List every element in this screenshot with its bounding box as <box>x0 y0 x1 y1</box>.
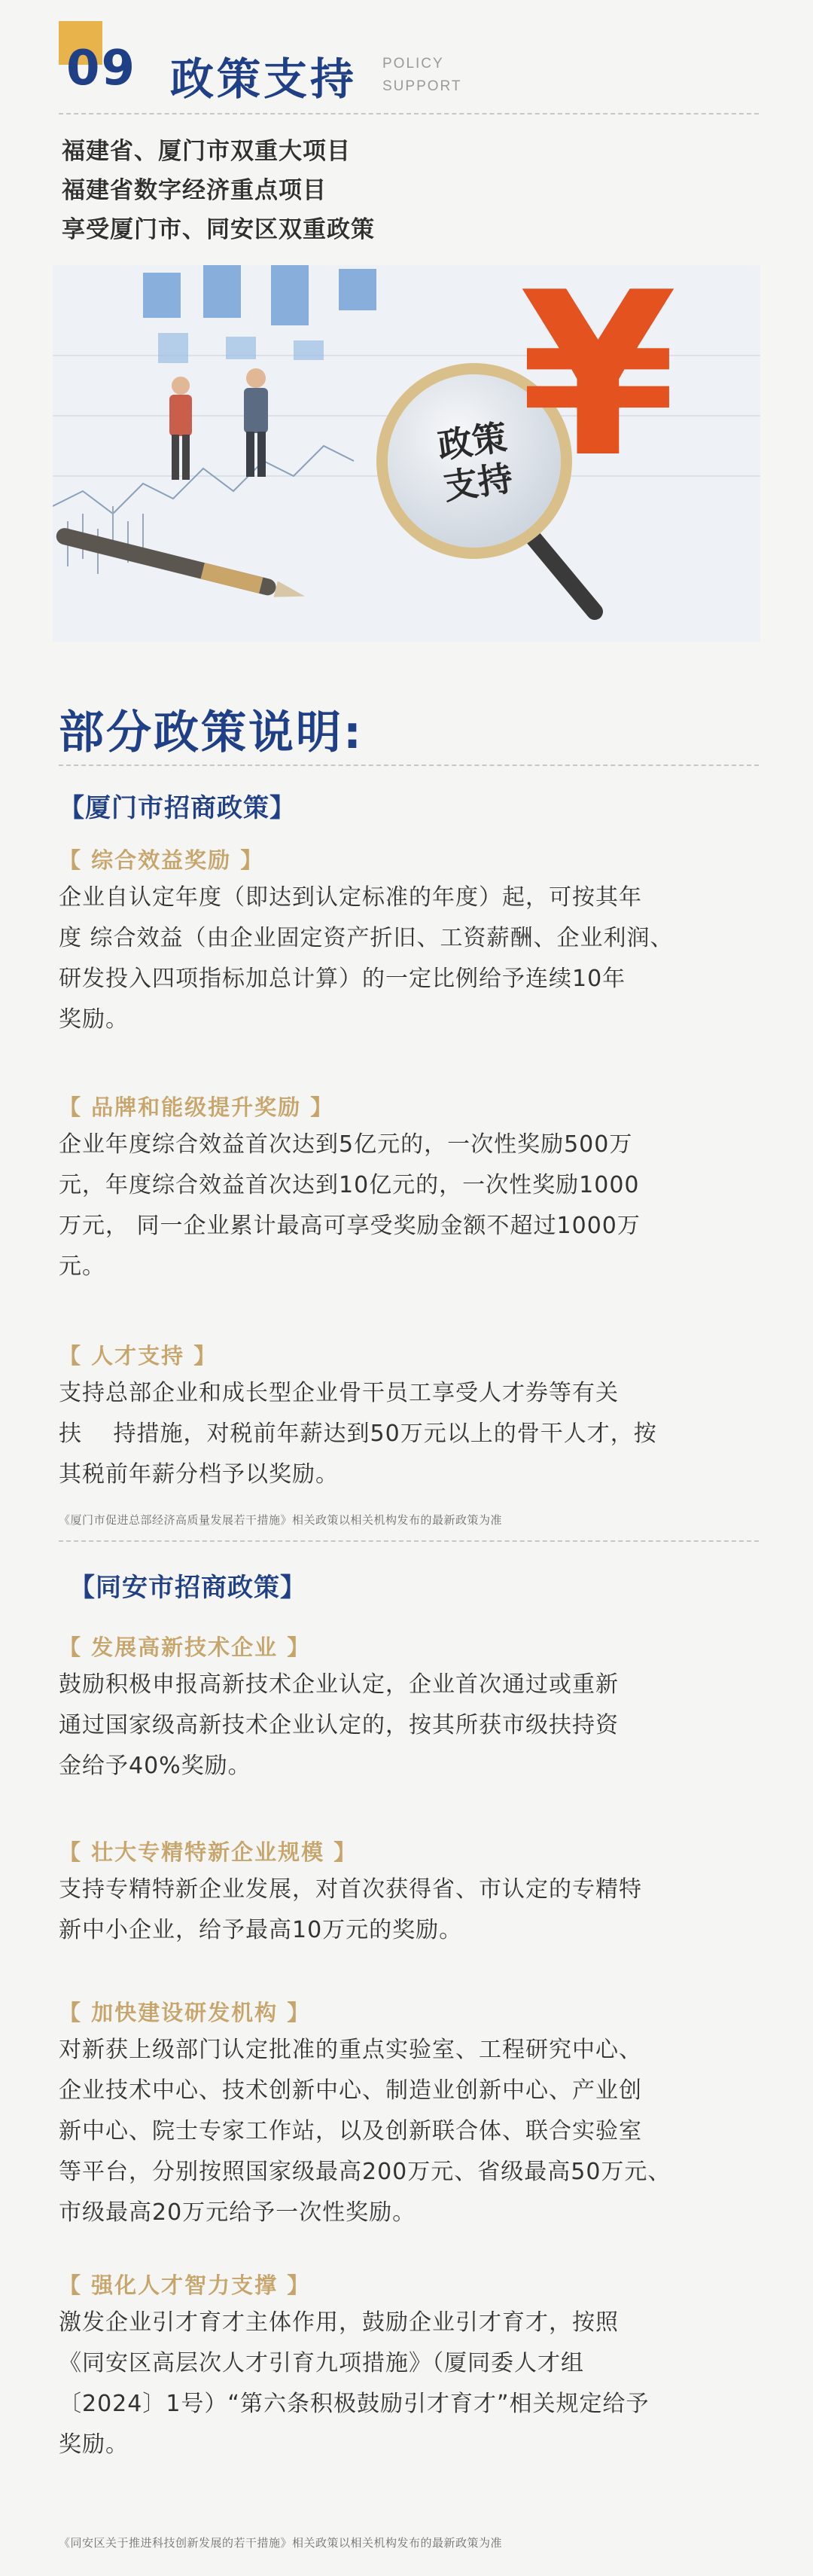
intro-list <box>62 132 739 249</box>
text-line: 奖励。 <box>59 1006 129 1033</box>
policy-item-tag: 【 壮大专精特新企业规模 】 <box>59 1839 358 1865</box>
section-heading-english <box>382 53 462 98</box>
text-line: 企业年度综合效益首次达到5亿元的，一次性奖励500万 <box>59 1131 633 1158</box>
policy-item-text <box>59 2030 759 2233</box>
section-heading: 政策支持 <box>170 53 358 105</box>
policy-item-tag: 【 人才支持 】 <box>59 1343 218 1369</box>
policy-item-text <box>59 1373 759 1495</box>
intro-line: 福建省、厦门市双重大项目 <box>62 138 351 165</box>
text-line: 等平台，分别按照国家级最高200万元、省级最高50万元、 <box>59 2159 671 2185</box>
section-number: 09 <box>66 41 137 96</box>
policy-item-tag: 【 强化人才智力支撑 】 <box>59 2272 311 2298</box>
text-line: 市级最高20万元给予一次性奖励。 <box>59 2199 416 2226</box>
text-line: 新中心、院士专家工作站，以及创新联合体、联合实验室 <box>59 2118 642 2144</box>
text-line: 金给予40%奖励。 <box>59 1753 251 1779</box>
policy-item-tag: 【 品牌和能级提升奖励 】 <box>59 1094 334 1120</box>
text-line: 〔2024〕1号）“第六条积极鼓励引才育才”相关规定给予 <box>59 2391 650 2417</box>
text-line: 激发企业引才育才主体作用，鼓励企业引才育才，按照 <box>59 2309 619 2336</box>
xiamen-policy-heading: 【厦门市招商政策】 <box>59 793 296 823</box>
text-line: 万元， 同一企业累计最高可享受奖励金额不超过1000万 <box>59 1213 641 1239</box>
text-line: 奖励。 <box>59 2431 129 2458</box>
magnifier-text-2: 支持 <box>440 457 516 508</box>
policy-section-title: 部分政策说明: <box>59 707 364 759</box>
text-line: 新中小企业，给予最高10万元的奖励。 <box>59 1917 463 1943</box>
section-header <box>59 21 759 111</box>
text-line: 研发投入四项指标加总计算）的一定比例给予连续10年 <box>59 966 626 992</box>
yen-symbol: ¥ <box>519 265 677 507</box>
text-line: 元。 <box>59 1253 105 1280</box>
text-line: 通过国家级高新技术企业认定的，按其所获市级扶持资 <box>59 1712 619 1738</box>
heading-english-line-1: POLICY <box>382 56 444 72</box>
magnifier-text-1: 政策 <box>435 416 510 467</box>
text-line: 企业技术中心、技术创新中心、制造业创新中心、产业创 <box>59 2077 642 2104</box>
text-line: 支持总部企业和成长型企业骨干员工享受人才券等有关 <box>59 1380 619 1406</box>
intro-line: 享受厦门市、同安区双重政策 <box>62 216 375 243</box>
policy-item-text <box>59 877 759 1040</box>
policy-item-tag: 【 综合效益奖励 】 <box>59 847 264 873</box>
heading-english-line-2: SUPPORT <box>382 78 462 94</box>
intro-line: 福建省数字经济重点项目 <box>62 177 327 204</box>
text-line: 扶 持措施，对税前年薪达到50万元以上的骨干人才，按 <box>59 1421 657 1447</box>
tongan-policy-note: 《同安区关于推进科技创新发展的若干措施》相关政策以相关机构发布的最新政策为准 <box>59 2536 503 2550</box>
text-line: 度 综合效益（由企业固定资产折旧、工资薪酬、企业利润、 <box>59 925 674 951</box>
section-number-block <box>59 21 172 111</box>
policy-item-text <box>59 1125 759 1287</box>
policy-item-tag: 【 加快建设研发机构 】 <box>59 2000 311 2025</box>
header-divider <box>59 113 759 114</box>
text-line: 其税前年薪分档予以奖励。 <box>59 1461 339 1488</box>
xiamen-section-divider <box>59 1540 759 1542</box>
policy-item-tag: 【 发展高新技术企业 】 <box>59 1634 311 1660</box>
banner-illustration <box>53 265 760 642</box>
tongan-policy-heading: 【同安市招商政策】 <box>69 1573 306 1603</box>
text-line: 企业自认定年度（即达到认定标准的年度）起，可按其年 <box>59 884 642 911</box>
text-line: 《同安区高层次人才引育九项措施》（厦同委人才组 <box>59 2350 584 2376</box>
xiamen-policy-note: 《厦门市促进总部经济高质量发展若干措施》相关政策以相关机构发布的最新政策为准 <box>59 1513 503 1527</box>
section-title-divider <box>59 765 759 766</box>
text-line: 元，年度综合效益首次达到10亿元的，一次性奖励1000 <box>59 1172 640 1198</box>
policy-item-text <box>59 1665 759 1787</box>
text-line: 鼓励积极申报高新技术企业认定，企业首次通过或重新 <box>59 1671 619 1698</box>
policy-banner-image <box>53 265 760 642</box>
policy-item-text <box>59 2303 759 2465</box>
policy-item-text <box>59 1869 759 1951</box>
text-line: 支持专精特新企业发展，对首次获得省、市认定的专精特 <box>59 1876 642 1903</box>
text-line: 对新获上级部门认定批准的重点实验室、工程研究中心、 <box>59 2037 642 2063</box>
